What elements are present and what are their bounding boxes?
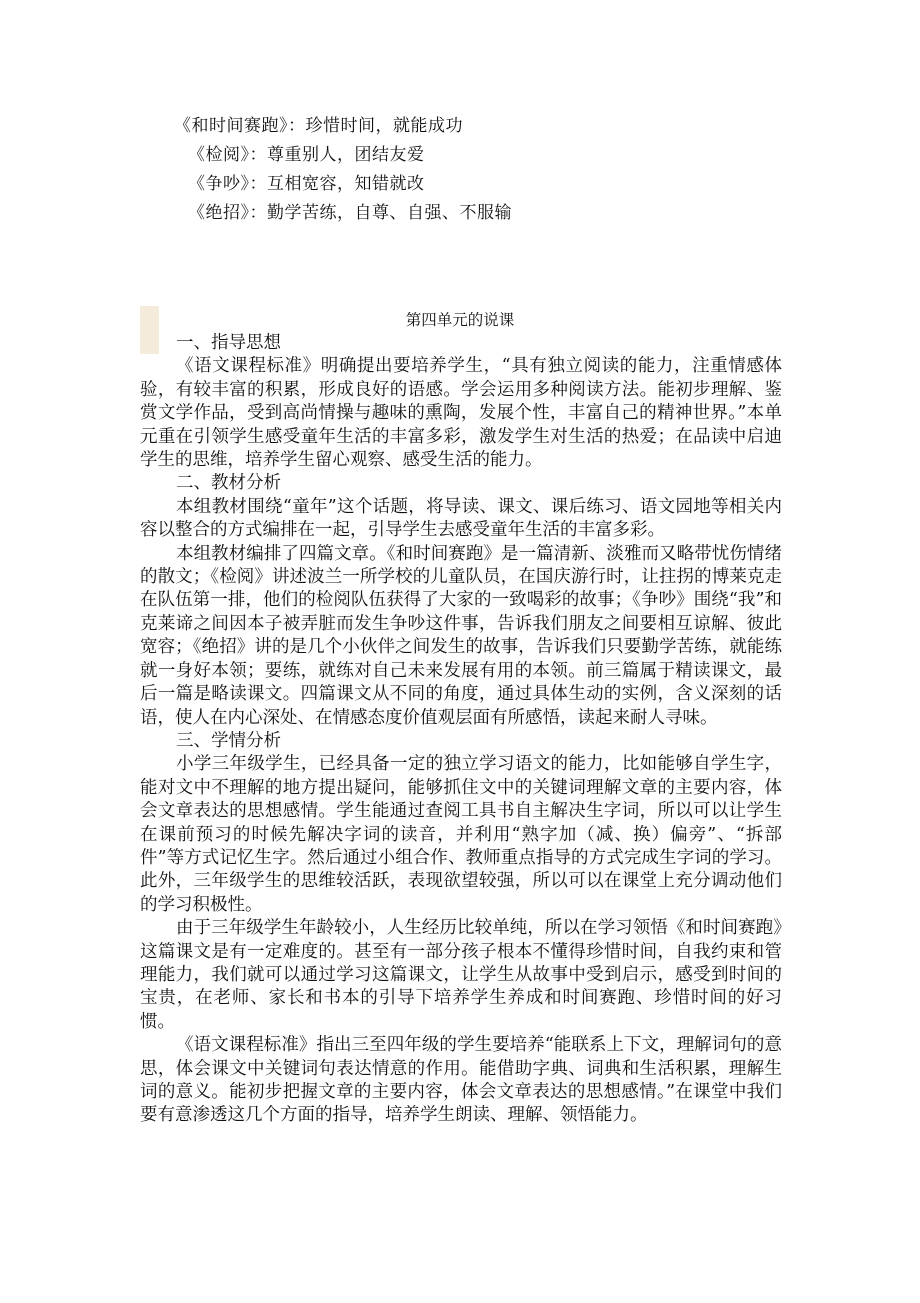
- section-3-paragraph-2: 由于三年级学生年龄较小，人生经历比较单纯，所以在学习领悟《和时间赛跑》这篇课文是有一定难度的。甚至有一部分孩子根本不懂得珍惜时间，自我约束和管理能力，我们就可以通过学习这篇课文，让学生从故事中受到启示，感受到时间的宝贵，在老师、家长和书本的引导下培养学生养成和时间赛跑、珍惜时间的好习惯。: [140, 918, 782, 1032]
- summary-line-2: 《检阅》：尊重别人，团结友爱: [188, 145, 425, 165]
- section-2-paragraph-2: 本组教材编排了四篇文章。《和时间赛跑》是一篇清新、淡雅而又略带忧伤情绪的散文；《检阅》讲述波兰一所学校的儿童队员，在国庆游行时，让拄拐的博莱克走在队伍第一排，他们的检阅队伍获得了大家的一致喝彩的故事；《争吵》围绕“我”和克莱谛之间因本子被弄脏而发生争吵这件事，告诉我们朋友之间要相互谅解、彼此宽容；《绝招》讲的是几个小伙伴之间发生的故事，告诉我们只要勤学苦练，就能练就一身好本领；要练，就练对自己未来发展有用的本领。前三篇属于精读课文，最后一篇是略读课文。四篇课文从不同的角度，通过具体生动的实例，含义深刻的话语，使人在内心深处、在情感态度价值观层面有所感悟，读起来耐人寻味。: [140, 543, 782, 728]
- section-1-paragraph-1: 《语文课程标准》明确提出要培养学生，“具有独立阅读的能力，注重情感体验，有较丰富的积累，形成良好的语感。学会运用多种阅读方法。能初步理解、鉴赏文学作品，受到高尚情操与趣味的熏陶，发展个性，丰富自己的精神世界。”本单元重在引领学生感受童年生活的丰富多彩，激发学生对生活的热爱；在品读中启迪学生的思维，培养学生留心观察、感受生活的能力。: [140, 356, 782, 471]
- unit-title: 第四单元的说课: [405, 311, 515, 329]
- summary-line-1: 《和时间赛跑》：珍惜时间，就能成功: [174, 116, 463, 136]
- section-heading-1: 一、指导思想: [176, 333, 281, 353]
- section-heading-2: 二、教材分析: [176, 473, 281, 494]
- section-2-paragraph-1: 本组教材围绕“童年”这个话题，将导读、课文、课后练习、语文园地等相关内容以整合的方式编排在一起，引导学生去感受童年生活的丰富多彩。: [140, 496, 782, 541]
- section-3-paragraph-1: 小学三年级学生，已经具备一定的独立学习语文的能力，比如能够自学生字，能对文中不理解的地方提出疑问，能够抓住文中的关键词理解文章的主要内容，体会文章表达的思想感情。学生能通过查阅工具书自主解决生字词，所以可以让学生在课前预习的时候先解决字词的读音，并利用“熟字加（减、换）偏旁”、“拆部件”等方式记忆生字。然后通过小组合作、教师重点指导的方式完成生字词的学习。此外，三年级学生的思维较活跃，表现欲望较强，所以可以在课堂上充分调动他们的学习积极性。: [140, 754, 782, 915]
- lesson-summary-list: [140, 112, 780, 228]
- summary-line-4: 《绝招》：勤学苦练，自尊、自强、不服输: [188, 203, 512, 223]
- section-3-paragraph-3: 《语文课程标准》指出三至四年级的学生要培养“能联系上下文，理解词句的意思，体会课文中关键词句表达情意的作用。能借助字典、词典和生活积累，理解生词的意义。能初步把握文章的主要内容，体会文章表达的思想感情。”在课堂中我们要有意渗透这几个方面的指导，培养学生朗读、理解、领悟能力。: [140, 1035, 782, 1126]
- section-heading-3: 三、学情分析: [176, 730, 281, 751]
- summary-line-3: 《争吵》：互相宽容，知错就改: [188, 174, 425, 194]
- lesson-body: [140, 332, 782, 1128]
